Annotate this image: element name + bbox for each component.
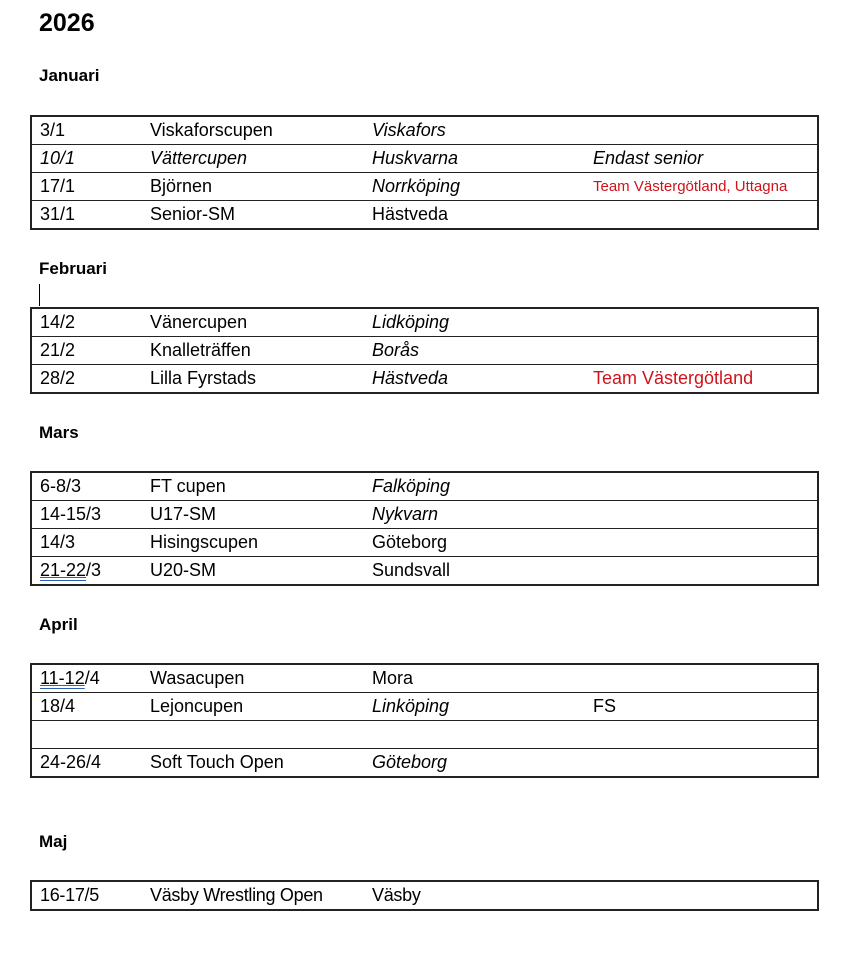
table-row (31, 308, 818, 337)
place-cell[interactable]: Huskvarna (364, 145, 585, 173)
event-cell[interactable] (142, 721, 364, 749)
date-cell[interactable]: 21/2 (31, 337, 142, 365)
date-cell[interactable]: 18/4 (31, 693, 142, 721)
table-row (31, 365, 818, 394)
event-cell[interactable]: Wasacupen (142, 664, 364, 693)
table-mars (30, 471, 819, 586)
table-row (31, 664, 818, 693)
note-cell[interactable] (585, 721, 818, 749)
place-cell[interactable]: Hästveda (364, 201, 585, 230)
event-cell[interactable]: Knalleträffen (142, 337, 364, 365)
place-cell[interactable]: Väsby (364, 881, 585, 910)
note-cell[interactable] (585, 501, 818, 529)
place-cell[interactable]: Viskafors (364, 116, 585, 145)
table-row (31, 529, 818, 557)
spellcheck-underlined-text: 11-12 (40, 668, 85, 688)
place-cell[interactable]: Hästveda (364, 365, 585, 394)
note-cell[interactable] (585, 337, 818, 365)
table-april (30, 663, 819, 778)
month-heading-maj: Maj (39, 832, 68, 851)
event-cell[interactable]: FT cupen (142, 472, 364, 501)
place-cell[interactable]: Göteborg (364, 529, 585, 557)
date-cell[interactable]: 14/2 (31, 308, 142, 337)
table-row (31, 881, 818, 910)
note-cell[interactable] (585, 749, 818, 778)
page-title: 2026 (39, 9, 95, 37)
note-cell[interactable]: Team Västergötland (585, 365, 818, 394)
note-cell[interactable] (585, 881, 818, 910)
place-cell[interactable]: Lidköping (364, 308, 585, 337)
note-cell[interactable] (585, 201, 818, 230)
note-cell[interactable]: Endast senior (585, 145, 818, 173)
event-cell[interactable]: Soft Touch Open (142, 749, 364, 778)
place-cell[interactable]: Borås (364, 337, 585, 365)
table-row (31, 173, 818, 201)
place-cell[interactable]: Falköping (364, 472, 585, 501)
event-cell[interactable]: Björnen (142, 173, 364, 201)
place-cell[interactable]: Mora (364, 664, 585, 693)
event-cell[interactable]: Väsby Wrestling Open (142, 881, 364, 910)
table-row (31, 501, 818, 529)
note-cell[interactable] (585, 116, 818, 145)
month-heading-mars: Mars (39, 423, 79, 442)
event-cell[interactable]: U20-SM (142, 557, 364, 586)
table-maj (30, 880, 819, 911)
date-cell[interactable]: 3/1 (31, 116, 142, 145)
note-cell[interactable]: FS (585, 693, 818, 721)
table-januari (30, 115, 819, 230)
event-cell[interactable]: Hisingscupen (142, 529, 364, 557)
date-cell[interactable]: 31/1 (31, 201, 142, 230)
place-cell[interactable]: Norrköping (364, 173, 585, 201)
date-cell[interactable] (31, 557, 142, 586)
note-cell[interactable] (585, 308, 818, 337)
table-row (31, 337, 818, 365)
table-row (31, 201, 818, 230)
event-cell[interactable]: Senior-SM (142, 201, 364, 230)
note-cell[interactable] (585, 664, 818, 693)
table-row (31, 693, 818, 721)
event-cell[interactable]: Vänercupen (142, 308, 364, 337)
text-cursor (39, 284, 40, 306)
month-heading-april: April (39, 615, 78, 634)
event-cell[interactable]: Vättercupen (142, 145, 364, 173)
date-cell[interactable]: 14-15/3 (31, 501, 142, 529)
date-cell[interactable]: 6-8/3 (31, 472, 142, 501)
place-cell[interactable]: Nykvarn (364, 501, 585, 529)
spellcheck-underlined-text: 21-22 (40, 560, 87, 580)
note-cell[interactable] (585, 529, 818, 557)
date-cell[interactable]: 24-26/4 (31, 749, 142, 778)
date-cell[interactable]: 28/2 (31, 365, 142, 394)
table-row (31, 116, 818, 145)
event-cell[interactable]: U17-SM (142, 501, 364, 529)
table-row-empty (31, 721, 818, 749)
date-cell[interactable]: 10/1 (31, 145, 142, 173)
note-cell[interactable]: Team Västergötland, Uttagna (585, 173, 818, 201)
month-heading-januari: Januari (39, 66, 100, 85)
month-heading-februari: Februari (39, 259, 108, 278)
date-cell[interactable]: 16-17/5 (31, 881, 142, 910)
table-row (31, 557, 818, 586)
table-row (31, 749, 818, 778)
date-cell[interactable]: 17/1 (31, 173, 142, 201)
table-row (31, 145, 818, 173)
date-cell[interactable] (31, 664, 142, 693)
place-cell[interactable]: Sundsvall (364, 557, 585, 586)
date-suffix: /3 (86, 560, 102, 580)
place-cell[interactable]: Linköping (364, 693, 585, 721)
event-cell[interactable]: Lilla Fyrstads (142, 365, 364, 394)
date-suffix: /4 (84, 668, 100, 688)
note-cell[interactable] (585, 472, 818, 501)
date-cell[interactable]: 14/3 (31, 529, 142, 557)
date-cell[interactable] (31, 721, 142, 749)
note-cell[interactable] (585, 557, 818, 586)
table-row (31, 472, 818, 501)
table-februari (30, 307, 819, 394)
place-cell[interactable] (364, 721, 585, 749)
place-cell[interactable]: Göteborg (364, 749, 585, 778)
event-cell[interactable]: Viskaforscupen (142, 116, 364, 145)
event-cell[interactable]: Lejoncupen (142, 693, 364, 721)
